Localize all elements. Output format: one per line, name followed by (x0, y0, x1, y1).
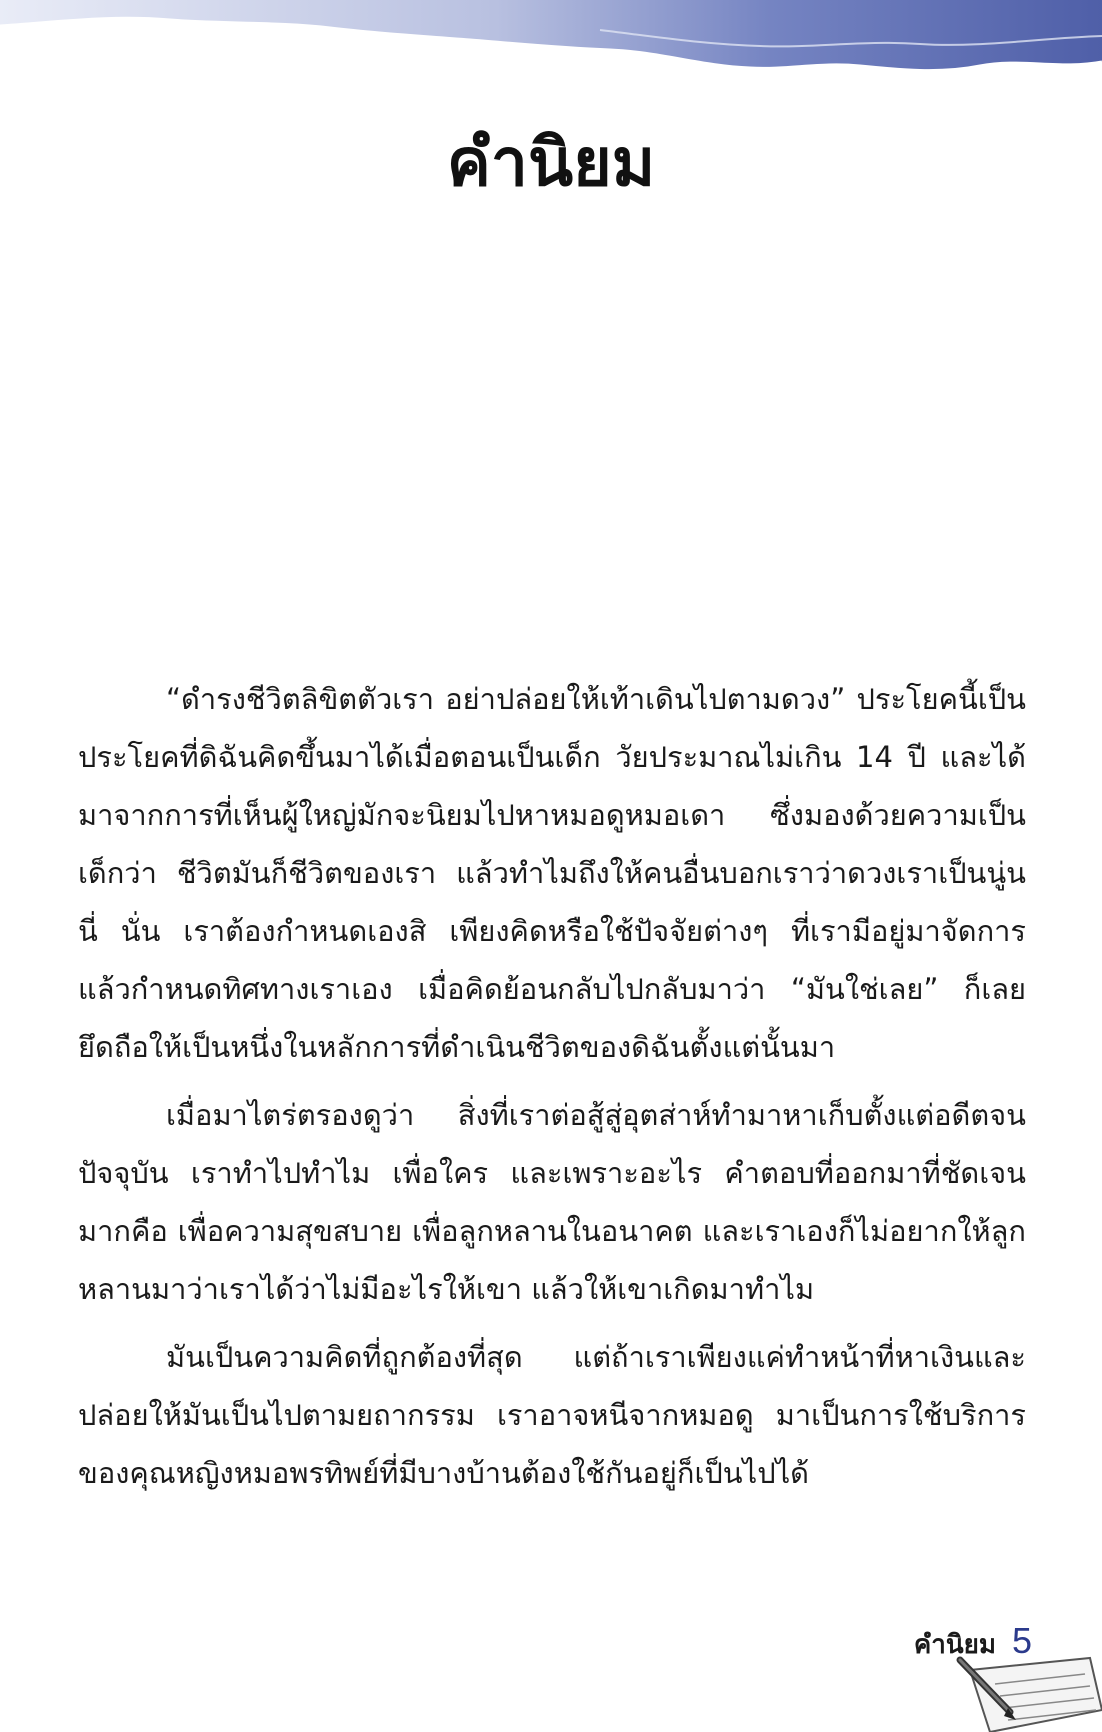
paragraph: เมื่อมาไตร่ตรองดูว่า สิ่งที่เราต่อสู้สู่อุตส่าห์ทำมาหาเก็บตั้งแต่อดีตจนปัจจุบัน เราทำไปทำไม เพื่อใคร และเพราะอะไร คำตอบที่ออกมาที่ชัดเจนมากคือ เพื่อความสุขสบาย เพื่อลูกหลานในอนาคต และเราเองก็ไม่อยากให้ลูกหลานมาว่าเราได้ว่าไม่มีอะไรให้เขา แล้วให้เขาเกิดมาทำไม (78, 1098, 1026, 1306)
body-text (78, 670, 1026, 1512)
page-number: 5 (1011, 1620, 1032, 1661)
paragraph: มันเป็นความคิดที่ถูกต้องที่สุด แต่ถ้าเราเพียงแค่ทำหน้าที่หาเงินและปล่อยให้มันเป็นไปตามยถากรรม เราอาจหนีจากหมอดู มาเป็นการใช้บริการของคุณหญิงหมอพรทิพย์ที่มีบางบ้านต้องใช้กันอยู่ก็เป็นไปได้ (78, 1340, 1026, 1490)
torn-paper-header (0, 0, 1102, 100)
notepad-pen-icon (940, 1650, 1102, 1732)
footer-label: คำนิยม (913, 1630, 996, 1660)
page-title: คำนิยม (446, 124, 656, 201)
paragraph: “ดำรงชีวิตลิขิตตัวเรา อย่าปล่อยให้เท้าเดินไปตามดวง” ประโยคนี้เป็นประโยคที่ดิฉันคิดขึ้นมาได้เมื่อตอนเป็นเด็ก วัยประมาณไม่เกิน 14 ปี และได้มาจากการที่เห็นผู้ใหญ่มักจะนิยมไปหาหมอดูหมอเดา ซึ่งมองด้วยความเป็นเด็กว่า ชีวิตมันก็ชีวิตของเรา แล้วทำไมถึงให้คนอื่นบอกเราว่าดวงเราเป็นนู่น นี่ นั่น เราต้องกำหนดเองสิ เพียงคิดหรือใช้ปัจจัยต่างๆ ที่เรามีอยู่มาจัดการ แล้วกำหนดทิศทางเราเอง เมื่อคิดย้อนกลับไปกลับมาว่า “มันใช่เลย” ก็เลยยึดถือให้เป็นหนึ่งในหลักการที่ดำเนินชีวิตของดิฉันตั้งแต่นั้นมา (78, 682, 1026, 1064)
